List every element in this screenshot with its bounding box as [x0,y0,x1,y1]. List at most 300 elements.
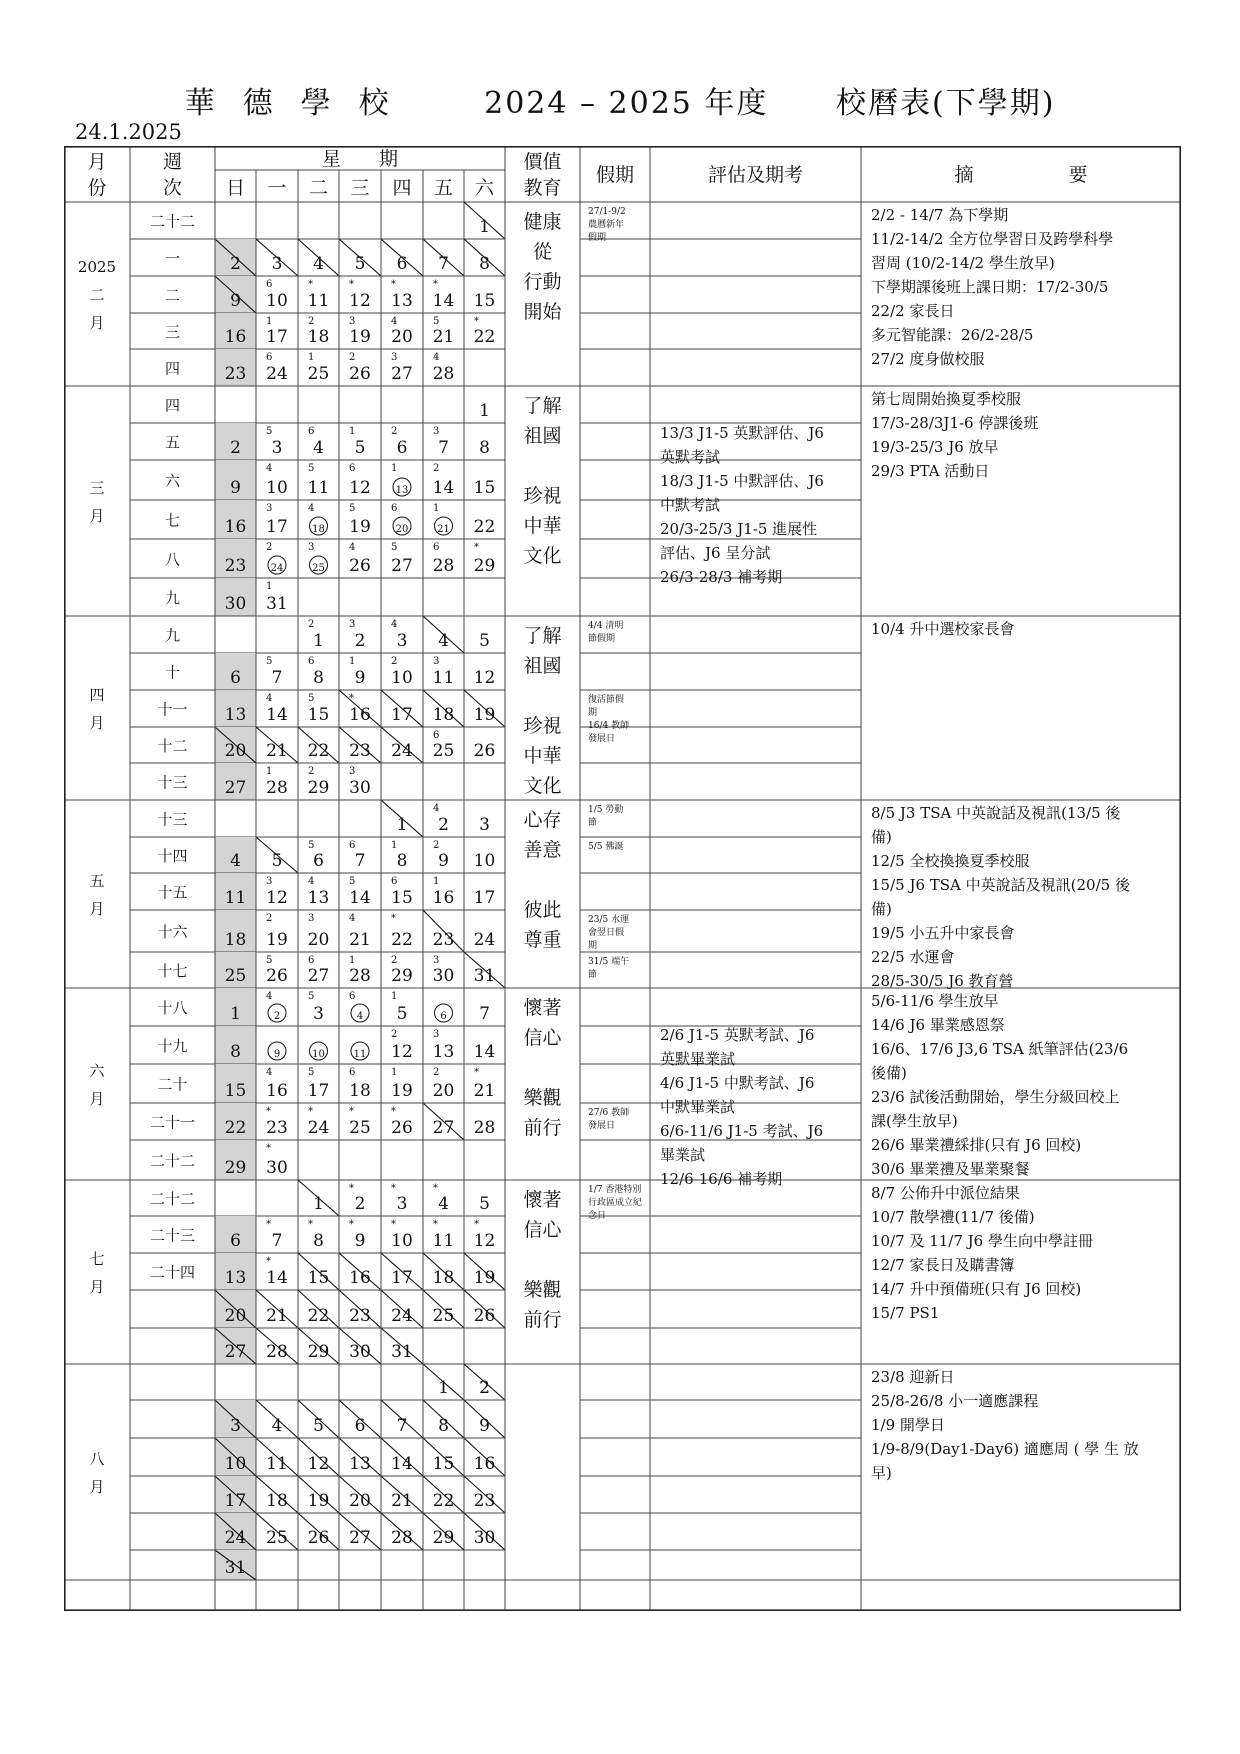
summary-note: 10/4 升中選校家長會 [871,620,1015,638]
calendar-date: 6 [354,1416,366,1436]
cycle-day-marker: 3 [349,766,356,777]
cycle-day-marker: 2 [433,1067,440,1078]
calendar-date: 11 [224,888,247,908]
calendar-date: 23 [266,1118,288,1138]
cycle-day-marker: 4 [349,913,356,924]
calendar-date: 12 [307,1454,330,1474]
holiday-note: 會翌日假 [588,928,625,938]
summary-note: 習周 (10/2-14/2 學生放早) [871,254,1055,272]
holiday-note: 4/4 清明 [588,621,624,631]
month-label: 月 [89,507,105,525]
cycle-day-marker: 5 [349,876,356,887]
header-values: 價值 [523,151,562,173]
calendar-date: 16 [266,1081,288,1101]
calendar-date: 11 [307,478,330,498]
value-education-text: 珍視 [523,485,562,507]
calendar-date: 31 [391,1342,413,1362]
assessment-note: 畢業試 [660,1146,706,1164]
value-education-text: 樂觀 [523,1087,562,1109]
calendar-date: 15 [473,291,496,311]
calendar-date: 20 [224,1306,247,1326]
week-number: 九 [164,589,181,607]
cycle-day-marker: 2 [308,619,315,630]
calendar-date: 31 [224,1558,247,1578]
cycle-day-marker: 1 [349,656,356,667]
calendar-date: 9 [354,668,366,688]
calendar-date: 16 [349,1268,371,1288]
cycle-day-marker: 2 [266,542,273,553]
calendar-date: 31 [266,594,288,614]
cycle-day-marker: 1 [349,955,356,966]
summary-note: 多元智能課：26/2-28/5 [871,326,1034,344]
summary-note: 15/7 PS1 [871,1304,940,1322]
month-label: 八 [89,1450,105,1468]
calendar-date: 30 [473,1528,496,1548]
calendar-date: 7 [396,1416,408,1436]
week-number: 二十三 [149,1226,196,1245]
calendar-date: 1 [479,401,490,421]
cycle-day-marker: 6 [308,656,315,667]
calendar-date: 28 [266,778,288,798]
calendar-date: 22 [224,1118,247,1138]
calendar-date: 2 [230,438,241,458]
calendar-date: 19 [349,517,371,537]
summary-note: 14/6 J6 畢業感恩祭 [871,1016,1005,1034]
cycle-day-marker: 1 [391,463,398,474]
value-education-text: 彼此 [523,899,562,921]
holiday-note: 31/5 端午 [588,957,630,967]
week-number: 十一 [157,700,188,719]
week-number: 一 [164,249,181,268]
cycle-day-marker: 3 [433,955,440,966]
cycle-day-marker: 2 [391,426,398,437]
calendar-date: 14 [391,1454,413,1474]
calendar-date: 12 [266,888,288,908]
cycle-day-marker: * [349,279,354,290]
cycle-day-marker: 2 [433,463,440,474]
calendar-date: 2 [230,254,241,274]
summary-note: 29/3 PTA 活動日 [871,462,990,480]
cycle-day-marker: 4 [266,463,273,474]
cycle-day-marker: 6 [391,503,398,514]
cycle-day-marker: 3 [266,503,273,514]
header-weekday-4: 四 [392,177,412,199]
calendar-date: 27 [224,778,247,798]
summary-note: 19/3-25/3 J6 放早 [871,438,999,456]
holiday-note: 23/5 水運 [588,915,630,925]
calendar-date: 22 [307,741,330,761]
holiday-note: 發展日 [588,1121,616,1131]
calendar-date: 21 [391,1491,413,1511]
cycle-day-marker: 5 [266,955,273,966]
week-number: 二十 [157,1075,188,1094]
cycle-day-marker: * [474,1219,479,1230]
assessment-note: 評估、J6 呈分試 [660,544,771,562]
cycle-day-marker: * [349,1106,354,1117]
assessment-note: 12/6-16/6 補考期 [660,1170,783,1188]
calendar-date: 16 [432,888,455,908]
cycle-day-marker: 4 [308,876,315,887]
holiday-note: 期 [588,708,598,718]
calendar-date: 18 [224,930,247,950]
cycle-day-marker: 5 [391,542,398,553]
month-label: 二 [89,286,105,304]
summary-note: 14/7 升中預備班(只有 J6 回校) [871,1280,1082,1298]
month-label: 五 [89,872,105,890]
calendar-date: 24 [391,741,413,761]
calendar-date: 28 [349,966,371,986]
summary-note: 15/5 J6 TSA 中英說話及視訊(20/5 後 [871,876,1130,894]
cycle-day-marker: 1 [433,503,440,514]
cycle-day-marker: 2 [349,352,356,363]
cycle-day-marker: 4 [308,503,315,514]
holiday-note: 行政區成立紀 [588,1198,643,1208]
week-number: 七 [164,511,181,530]
summary-note: 17/3-28/3J1-6 停課後班 [871,414,1039,432]
calendar-date: 19 [307,1491,330,1511]
holiday-note: 農曆新年 [588,220,625,230]
calendar-date: 2 [354,1194,366,1214]
week-number: 八 [164,550,181,569]
calendar-date: 1 [313,1194,324,1214]
calendar-date: 3 [479,815,490,835]
calendar-date: 30 [224,594,247,614]
cycle-day-marker: 6 [433,542,440,553]
calendar-date: 17 [266,327,288,347]
month-label: 月 [89,1478,105,1496]
calendar-date: 30 [349,778,371,798]
cycle-day-marker: 3 [349,316,356,327]
calendar-date: 14 [349,888,371,908]
summary-note: 8/5 J3 TSA 中英說話及視訊(13/5 後 [871,804,1121,822]
calendar-date: 26 [391,1118,413,1138]
calendar-date: 23 [349,741,371,761]
week-number: 二十四 [149,1263,196,1282]
cycle-day-marker: 4 [266,991,273,1002]
assessment-note: 18/3 J1-5 中默評估、J6 [660,472,824,490]
calendar-date: 6 [313,851,324,871]
calendar-date: 17 [391,705,413,725]
cycle-day-marker: * [391,279,396,290]
calendar-date: 13 [349,1454,371,1474]
calendar-date: 13 [307,888,330,908]
calendar-date: 21 [266,1306,288,1326]
cycle-day-marker: 5 [308,693,315,704]
calendar-date: 18 [266,1491,288,1511]
calendar-date: 8 [230,1042,241,1062]
assessment-note: 英默畢業試 [660,1050,736,1068]
header-holidays: 假期 [595,164,635,186]
month-label: 月 [89,900,105,918]
cycle-day-marker: 2 [391,955,398,966]
calendar-date: 8 [313,1231,324,1251]
value-education-text: 文化 [523,775,562,797]
calendar-date: 4 [271,1416,283,1436]
calendar-date: 3 [396,631,408,651]
summary-note: 30/6 畢業禮及畢業聚餐 [871,1160,1030,1178]
summary-note: 課(學生放早) [871,1112,958,1130]
calendar-date: 9 [479,1416,490,1436]
value-education-text: 祖國 [523,655,562,677]
header-values: 教育 [523,177,562,199]
calendar-date: 10 [391,1231,413,1251]
calendar-date: 5 [479,1194,490,1214]
cycle-day-marker: 6 [349,840,356,851]
value-education-text: 樂觀 [523,1279,562,1301]
cycle-day-marker: 4 [391,316,398,327]
summary-note: 12/7 家長日及購書簿 [871,1256,1015,1274]
calendar-date: 2 [438,815,449,835]
calendar-date: 17 [224,1491,247,1511]
calendar-date: 5 [354,438,366,458]
calendar-date: 10 [224,1454,247,1474]
calendar-date: 12 [473,668,496,688]
value-education-text: 前行 [523,1309,562,1331]
calendar-date: 24 [224,1528,247,1548]
calendar-date: 9 [354,1231,366,1251]
calendar-date: 25 [307,364,330,384]
cycle-day-marker: 6 [308,426,315,437]
calendar-date: 10 [266,478,288,498]
cycle-day-marker: 3 [266,876,273,887]
week-number: 二十一 [149,1113,196,1132]
header-weekday-0: 日 [225,177,246,199]
calendar-date: 7 [479,1004,490,1024]
header-month: 月 [87,151,107,173]
calendar-date: 12 [349,291,371,311]
cycle-day-marker: 1 [433,876,440,887]
calendar-date: 26 [307,1528,330,1548]
calendar-date: 24 [307,1118,330,1138]
calendar-date: 19 [266,930,288,950]
week-number: 二十二 [149,1190,196,1208]
calendar-date: 16 [224,517,247,537]
calendar-date: 8 [396,851,408,871]
calendar-date: 21 [349,930,371,950]
calendar-date: 17 [307,1081,330,1101]
value-education-text: 心存 [523,809,562,831]
calendar-date: 14 [432,291,455,311]
cycle-day-marker: * [433,1219,438,1230]
cycle-day-marker: 4 [266,1067,273,1078]
month-label: 三 [89,479,105,497]
calendar-date: 28 [391,1528,413,1548]
cycle-day-marker: 5 [266,656,273,667]
calendar-date: 11 [353,1049,367,1060]
cycle-day-marker: * [266,1219,271,1230]
cycle-day-marker: 2 [433,840,440,851]
calendar-date: 18 [432,1268,455,1288]
calendar-date: 25 [432,741,455,761]
week-number: 十二 [157,737,188,755]
calendar-date: 18 [307,327,330,347]
value-education-text: 開始 [523,301,562,323]
summary-note: 第七周開始換夏季校服 [871,390,1022,408]
cycle-day-marker: * [391,1183,396,1194]
calendar-date: 10 [473,851,496,871]
calendar-date: 15 [307,705,330,725]
calendar-date: 21 [437,524,450,535]
calendar-date: 11 [307,291,330,311]
calendar-date: 23 [349,1306,371,1326]
cycle-day-marker: * [391,1106,396,1117]
month-label: 月 [89,714,105,732]
summary-note: 8/7 公佈升中派位結果 [871,1184,1020,1202]
calendar-date: 24 [266,364,288,384]
cycle-day-marker: 1 [266,581,273,592]
cycle-day-marker: 6 [349,463,356,474]
week-number: 五 [164,433,181,452]
calendar-date: 29 [432,1528,455,1548]
header-weekday-title: 星 期 [321,148,399,170]
assessment-note: 中默考試 [660,496,721,514]
summary-note: 備) [871,828,892,846]
calendar-date: 7 [354,851,366,871]
header-summary: 摘 要 [954,164,1088,186]
calendar-date: 26 [473,741,496,761]
calendar-date: 16 [349,705,371,725]
value-education-text: 從 [532,241,553,263]
week-number: 十三 [157,773,188,792]
week-number: 二 [164,286,181,305]
calendar-date: 23 [473,1491,496,1511]
calendar-date: 2 [354,631,366,651]
month-label: 月 [89,314,105,332]
summary-note: 10/7 散學禮(11/7 後備) [871,1208,1035,1226]
cycle-day-marker: 1 [266,316,273,327]
calendar-date: 7 [271,668,283,688]
summary-note: 下學期課後班上課日期：17/2-30/5 [871,278,1109,296]
value-education-text: 了解 [523,395,562,417]
summary-note: 10/7 及 11/7 J6 學生向中學註冊 [871,1232,1093,1250]
summary-note: 1/9-8/9(Day1-Day6) 適應周 ( 學 生 放 [871,1440,1139,1458]
cycle-day-marker: 3 [433,656,440,667]
calendar-date: 22 [307,1306,330,1326]
calendar-date: 14 [266,705,288,725]
week-number: 四 [164,396,181,415]
calendar-date: 6 [396,438,408,458]
cycle-day-marker: 3 [308,913,315,924]
calendar-date: 31 [473,966,496,986]
calendar-date: 4 [313,254,324,274]
summary-note: 19/5 小五升中家長會 [871,924,1015,942]
calendar-date: 11 [266,1454,288,1474]
cycle-day-marker: 2 [391,656,398,667]
cycle-day-marker: 5 [433,316,440,327]
calendar-date: 21 [473,1081,496,1101]
calendar-date: 12 [349,478,371,498]
week-number: 四 [164,359,181,378]
calendar-date: 21 [432,327,455,347]
cycle-day-marker: 4 [433,803,440,814]
header-week: 週 [162,151,183,173]
calendar-date: 14 [432,478,455,498]
calendar-date: 5 [313,1416,324,1436]
calendar-date: 11 [432,668,455,688]
cycle-day-marker: * [391,1219,396,1230]
cycle-day-marker: 1 [349,426,356,437]
calendar-date: 18 [312,524,325,535]
calendar-date: 14 [266,1268,288,1288]
header-weekday-1: 一 [267,177,287,199]
assessment-note: 13/3 J1-5 英默評估、J6 [660,424,824,442]
header-weekday-6: 六 [474,177,495,199]
calendar-date: 5 [354,254,366,274]
cycle-day-marker: 1 [391,1067,398,1078]
calendar-date: 10 [312,1049,325,1060]
cycle-day-marker: 3 [433,426,440,437]
calendar-date: 25 [224,966,247,986]
cycle-day-marker: * [349,693,354,704]
calendar-date: 13 [224,1268,247,1288]
cycle-day-marker: 2 [391,1029,398,1040]
calendar-date: 10 [266,291,288,311]
holiday-note: 念日 [588,1211,607,1221]
calendar-date: 29 [391,966,413,986]
assessment-note: 中默畢業試 [660,1098,736,1116]
calendar-date: 8 [479,438,490,458]
summary-note: 16/6、17/6 J3,6 TSA 紙筆評估(23/6 [871,1040,1129,1058]
calendar-date: 15 [391,888,413,908]
calendar-date: 27 [224,1342,247,1362]
header-weekday-2: 二 [308,177,329,199]
cycle-day-marker: 3 [349,619,356,630]
cycle-day-marker: 6 [391,876,398,887]
calendar-date: 28 [473,1118,496,1138]
cycle-day-marker: 5 [308,991,315,1002]
calendar-date: 20 [307,930,330,950]
calendar-date: 20 [391,327,413,347]
summary-note: 11/2-14/2 全方位學習日及跨學科學 [871,230,1114,248]
calendar-date: 25 [432,1306,455,1326]
summary-note: 23/6 試後活動開始，學生分級回校上 [871,1088,1120,1106]
cycle-day-marker: * [266,1256,271,1267]
value-education-text: 了解 [523,625,562,647]
assessment-note: 英默考試 [660,448,721,466]
calendar-date: 24 [270,563,284,574]
holiday-note: 1/7 香港特別 [588,1185,642,1195]
calendar-date: 1 [313,631,324,651]
value-education-text: 珍視 [523,715,562,737]
header-weekday-3: 三 [350,177,370,199]
calendar-date: 12 [473,1231,496,1251]
calendar-date: 3 [271,438,283,458]
calendar-date: 24 [473,930,496,950]
calendar-date: 8 [313,668,324,688]
calendar-date: 1 [438,1378,449,1398]
calendar-date: 3 [396,1194,408,1214]
calendar-date: 4 [438,631,449,651]
cycle-day-marker: 2 [266,913,273,924]
holiday-note: 節假期 [588,634,616,644]
calendar-date: 29 [473,556,496,576]
calendar-date: 22 [391,930,413,950]
school-calendar-table [64,146,1181,1611]
cycle-day-marker: 5 [308,463,315,474]
value-education-text: 行動 [523,271,562,293]
calendar-date: 27 [391,556,413,576]
cycle-day-marker: * [474,316,479,327]
calendar-date: 9 [230,291,241,311]
calendar-date: 26 [473,1306,496,1326]
cycle-day-marker: 4 [266,693,273,704]
week-number: 十三 [157,810,188,829]
calendar-date: 18 [349,1081,371,1101]
calendar-date: 14 [473,1042,496,1062]
summary-note: 22/2 家長日 [871,302,955,320]
calendar-date: 20 [349,1491,371,1511]
value-education-text: 中華 [523,745,562,767]
